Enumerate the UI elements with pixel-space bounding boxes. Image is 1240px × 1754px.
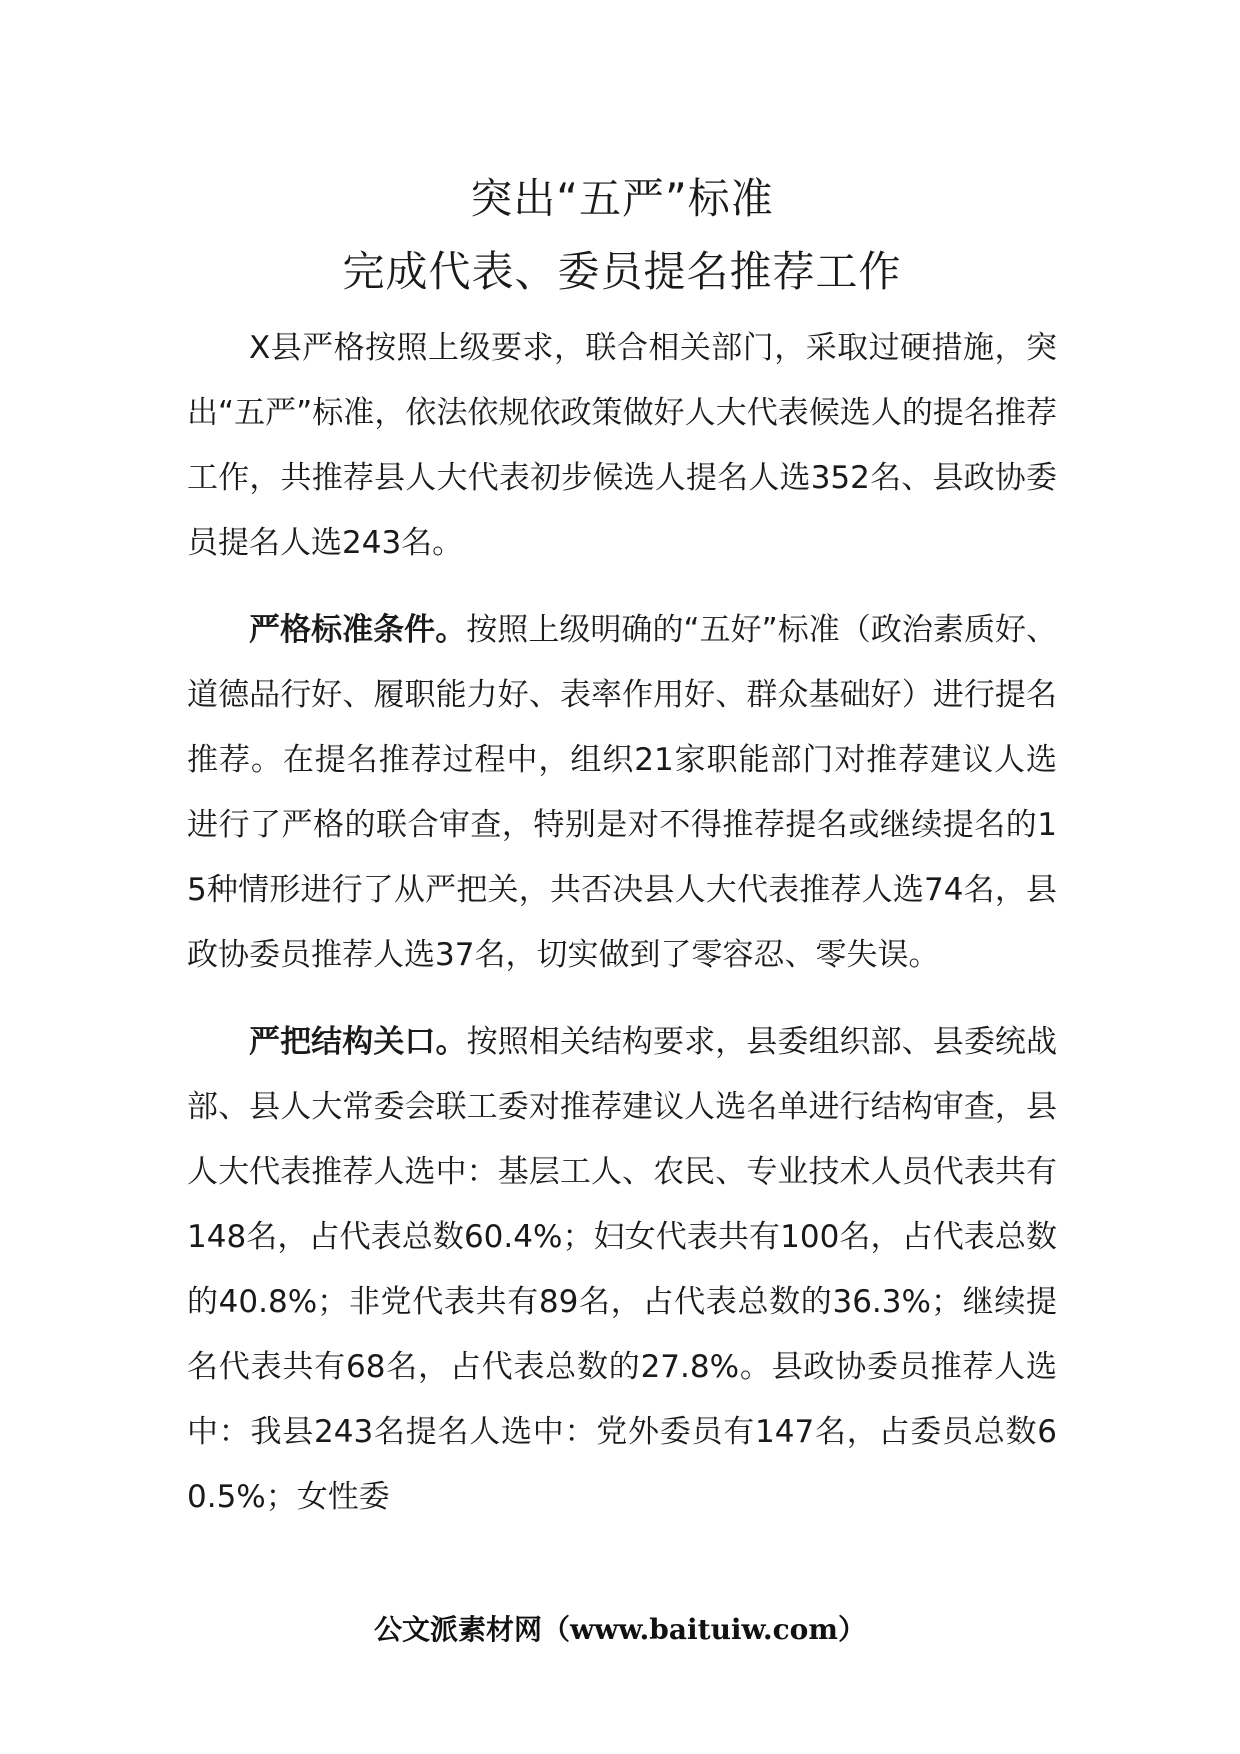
document-page: [187, 0, 1057, 1754]
document-body: [187, 316, 1057, 1552]
paragraph-intro: [187, 316, 1057, 576]
paragraph-standards: [187, 598, 1057, 988]
page-footer: 公文派素材网（www.baituiw.com）: [374, 1613, 866, 1646]
document-title-line-2: 完成代表、委员提名推荐工作: [342, 247, 902, 296]
document-title-line-1: 突出“五严”标准: [470, 174, 774, 223]
paragraph-structure: [187, 1010, 1057, 1530]
paragraph-text: 按照上级明确的“五好”标准（政治素质好、道德品行好、履职能力好、表率作用好、群众基础好）进行提名推荐。在提名推荐过程中，组织21家职能部门对推荐建议人选进行了严格的联合审查，特别是对不得推荐提名或继续提名的15种情形进行了从严把关，共否决县人大代表推荐人选74名，县政协委员推荐人选37名，切实做到了零容忍、零失误。: [187, 612, 1058, 973]
paragraph-lead: 严格标准条件。: [249, 612, 467, 648]
paragraph-lead: 严把结构关口。: [249, 1024, 467, 1060]
paragraph-text: 按照相关结构要求，县委组织部、县委统战部、县人大常委会联工委对推荐建议人选名单进行结构审查，县人大代表推荐人选中：基层工人、农民、专业技术人员代表共有148名，占代表总数60.4%；妇女代表共有100名，占代表总数的40.8%；非党代表共有89名，占代表总数的36.3%；继续提名代表共有68名，占代表总数的27.8%。县政协委员推荐人选中：我县243名提名人选中：党外委员有147名，占委员总数60.5%；女性委: [187, 1024, 1058, 1515]
paragraph-text: X县严格按照上级要求，联合相关部门，采取过硬措施，突出“五严”标准，依法依规依政策做好人大代表候选人的提名推荐工作，共推荐县人大代表初步候选人提名人选352名、县政协委员提名人选243名。: [187, 330, 1057, 561]
